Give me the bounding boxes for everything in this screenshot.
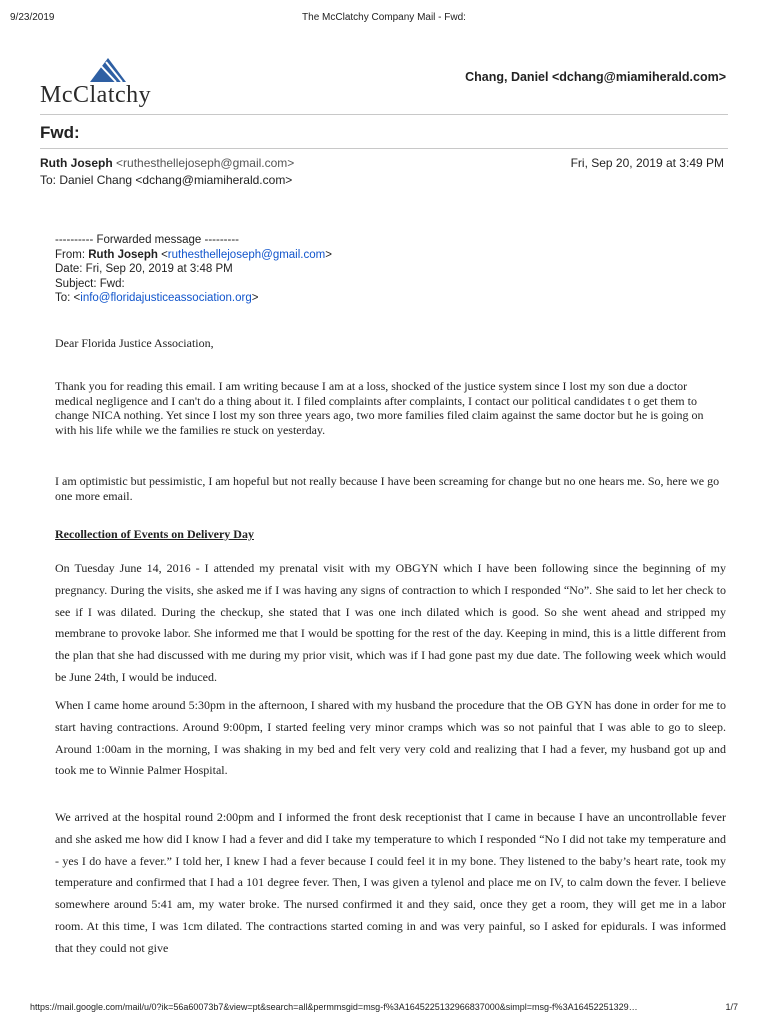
forward-to-email-link[interactable]: info@floridajusticeassociation.org xyxy=(80,292,252,305)
sender-email: <ruthesthellejoseph@gmail.com> xyxy=(116,156,295,170)
forward-date: Date: Fri, Sep 20, 2019 at 3:48 PM xyxy=(55,263,233,276)
mcclatchy-logo-icon xyxy=(86,56,130,82)
account-label: Chang, Daniel <dchang@miamiherald.com> xyxy=(465,70,726,84)
subject-divider xyxy=(40,148,728,149)
recipient-line: To: Daniel Chang <dchang@miamiherald.com> xyxy=(40,173,293,187)
forward-from-email-link[interactable]: ruthesthellejoseph@gmail.com xyxy=(167,248,326,261)
thread-subject: Fwd: xyxy=(40,123,80,142)
forward-from-name: Ruth Joseph xyxy=(88,248,158,261)
letter-paragraph-3: On Tuesday June 14, 2016 - I attended my prenatal visit with my OBGYN which I have been following since the beginning of my pregnancy. During the visits, she asked me if I was having any signs of contraction to which I responded “No”. She said to let her check to see if I was dilated. During the checkup, she stated that I was one inch dilated which is good. So she went ahead and stripped my membrane to provoke labor. She informed me that I would be spotting for the rest of the day. Keeping in mind, this is a little different from the plan that she had discussed with me during my prior visit, which was if I had gone past my due date. The following week which would be June 24th, I would be induced. xyxy=(55,561,726,684)
forward-subject: Subject: Fwd: xyxy=(55,277,125,290)
forward-to: To: <info@floridajusticeassociation.org> xyxy=(55,292,259,305)
print-url: https://mail.google.com/mail/u/0?ik=56a60073b7&view=pt&search=all&permmsgid=msg-f%3A1645225132966837000&simpl=msg-f%3A16452251329… xyxy=(30,1002,638,1012)
letter-greeting: Dear Florida Justice Association, xyxy=(55,336,214,350)
forward-separator: ---------- Forwarded message --------- xyxy=(55,234,239,246)
header-divider xyxy=(40,114,728,115)
forward-from: From: Ruth Joseph <ruthesthellejoseph@gmail.com> xyxy=(55,248,332,261)
print-date: 9/23/2019 xyxy=(10,12,55,23)
letter-paragraph-4: When I came home around 5:30pm in the afternoon, I shared with my husband the procedure that the OB GYN has done in order for me to start having contractions. Around 9:00pm, I started feeling very minor cramps which was so not painful that I was able to go to sleep. Around 1:00am in the morning, I was shaking in my bed and felt very very cold and realizing that I had a fever, my husband got up and took me to Winnie Palmer Hospital. xyxy=(55,698,726,778)
mcclatchy-logo xyxy=(40,56,180,106)
print-title: The McClatchy Company Mail - Fwd: xyxy=(302,12,466,23)
forwarded-header xyxy=(55,233,332,306)
sender-line xyxy=(40,156,294,170)
letter-paragraph-5: We arrived at the hospital round 2:00pm and I informed the front desk receptionist that I came in because I have an uncontrollable fever and she asked me how did I know I had a fever and did I take my temperature to which I responded “No I did not take my temperature and - yes I do have a fever.” I told her, I knew I had a fever because I could feel it in my bone. They listened to the baby’s heart rate, took my temperature and confirmed that I had a 101 degree fever. Then, I was given a tylenol and place me on IV, to calm down the fever. I believe somewhere around 5:41 am, my water broke. The nursed confirmed it and they said, once they get a room, they will get me in a labor room. At this time, I was 1cm dilated. The contractions started coming in and was very painful, so I asked for epidurals. I was informed that they could not give xyxy=(55,810,726,955)
logo-wordmark: McClatchy xyxy=(40,82,152,108)
section-heading: Recollection of Events on Delivery Day xyxy=(55,527,254,541)
letter-paragraph-1: Thank you for reading this email. I am writing because I am at a loss, shocked of the justice system since I lost my son due a doctor medical negligence and I can't do a thing about it. I filed complaints after complaints, I contact our political candidates t o get them to change NICA nothing. Yet since I lost my son three years ago, two more families filed claim against the same doctor but he is going on with his life while we the families re stuck on yesterday. xyxy=(55,379,704,437)
letter-paragraph-2: I am optimistic but pessimistic, I am hopeful but not really because I have been screaming for change but no one hears me. So, here we go one more email. xyxy=(55,474,720,503)
sender-name: Ruth Joseph xyxy=(40,156,113,170)
page-number: 1/7 xyxy=(725,1002,738,1012)
sent-date: Fri, Sep 20, 2019 at 3:49 PM xyxy=(570,156,724,170)
